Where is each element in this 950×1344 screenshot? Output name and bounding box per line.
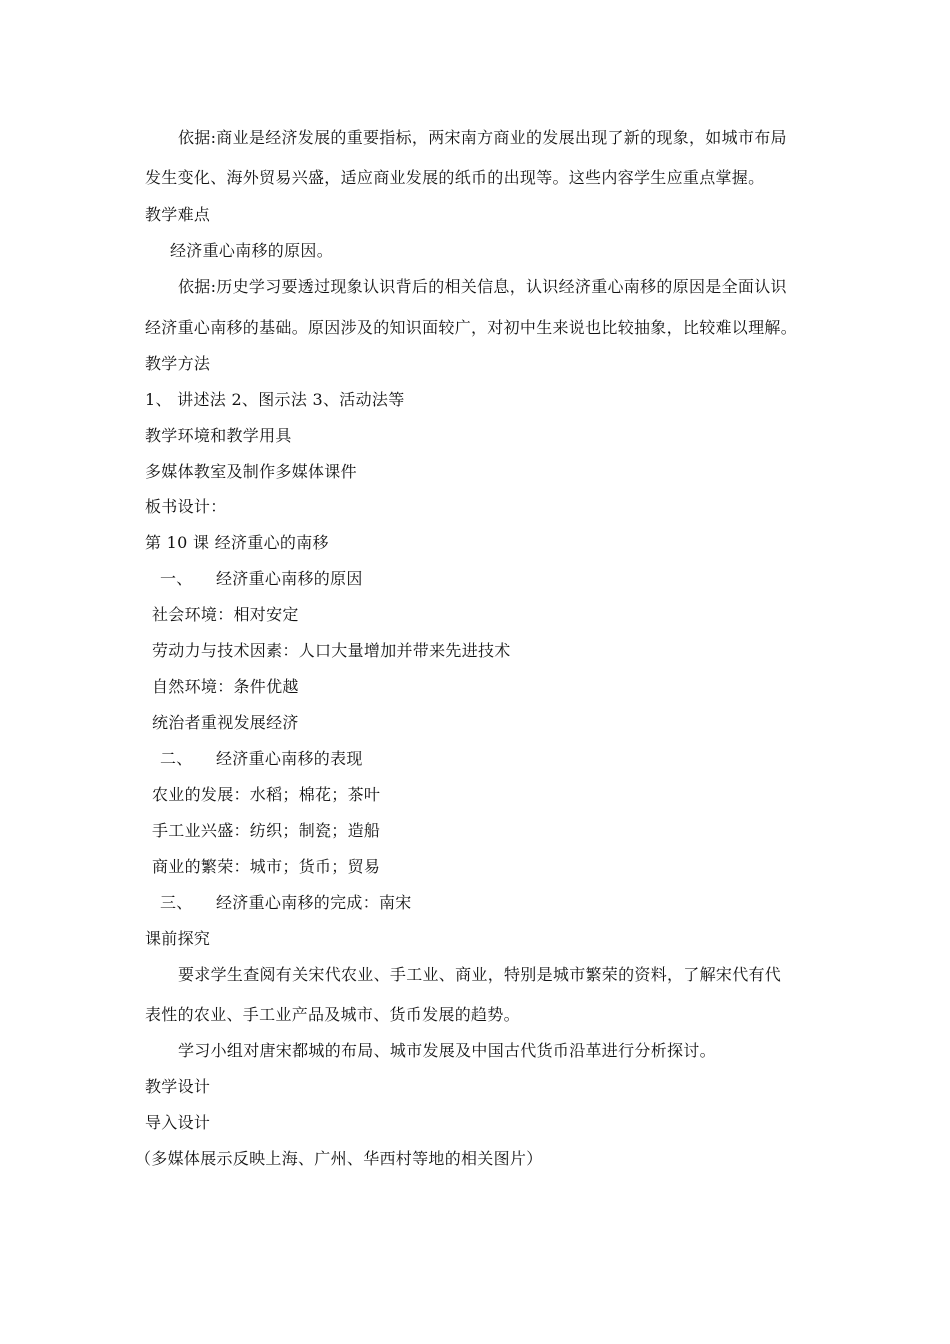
intro-text: （多媒体展示反映上海、广州、华西村等地的相关图片）: [135, 1149, 543, 1168]
heading-pre-class-exploration: 课前探究: [145, 929, 211, 948]
section-2-title: 经济重心南移的表现: [216, 749, 363, 768]
section-1-item: 自然环境：条件优越: [152, 677, 299, 696]
heading-intro-design: 导入设计: [145, 1113, 211, 1132]
heading-teaching-design: 教学设计: [145, 1077, 211, 1096]
heading-board-design: 板书设计：: [145, 497, 227, 516]
para-difficulty-basis-line-1: 依据:历史学习要透过现象认识背后的相关信息，认识经济重心南移的原因是全面认识: [178, 277, 787, 296]
methods-list: 1、 讲述法 2、图示法 3、活动法等: [145, 390, 405, 409]
environment-text: 多媒体教室及制作多媒体课件: [145, 462, 357, 481]
section-3-title: 经济重心南移的完成：南宋: [216, 893, 412, 912]
para-exploration-line-2: 表性的农业、手工业产品及城市、货币发展的趋势。: [145, 1005, 520, 1024]
para-basis-line-1: 依据:商业是经济发展的重要指标，两宋南方商业的发展出现了新的现象，如城市布局: [178, 128, 787, 147]
section-1-number: 一、: [160, 569, 193, 588]
difficulty-text: 经济重心南移的原因。: [170, 241, 334, 260]
section-2-item: 商业的繁荣：城市；货币；贸易: [152, 857, 381, 876]
section-1-title: 经济重心南移的原因: [216, 569, 363, 588]
para-group-study: 学习小组对唐宋都城的布局、城市发展及中国古代货币沿革进行分析探讨。: [178, 1041, 716, 1060]
section-3-number: 三、: [160, 893, 193, 912]
section-1-item: 统治者重视发展经济: [152, 713, 299, 732]
heading-difficulty: 教学难点: [145, 205, 211, 224]
section-2-number: 二、: [160, 749, 193, 768]
section-1-item: 社会环境：相对安定: [152, 605, 299, 624]
section-2-item: 手工业兴盛：纺织；制瓷；造船: [152, 821, 381, 840]
para-difficulty-basis-line-2: 经济重心南移的基础。原因涉及的知识面较广，对初中生来说也比较抽象，比较难以理解。: [145, 318, 798, 337]
section-2-item: 农业的发展：水稻；棉花；茶叶: [152, 785, 381, 804]
heading-method: 教学方法: [145, 354, 211, 373]
lesson-title: 第 10 课 经济重心的南移: [145, 533, 329, 552]
para-exploration-line-1: 要求学生查阅有关宋代农业、手工业、商业，特别是城市繁荣的资料，了解宋代有代: [178, 965, 782, 984]
heading-environment: 教学环境和教学用具: [145, 426, 292, 445]
para-basis-line-2: 发生变化、海外贸易兴盛，适应商业发展的纸币的出现等。这些内容学生应重点掌握。: [145, 168, 765, 187]
section-1-item: 劳动力与技术因素：人口大量增加并带来先进技术: [152, 641, 511, 660]
